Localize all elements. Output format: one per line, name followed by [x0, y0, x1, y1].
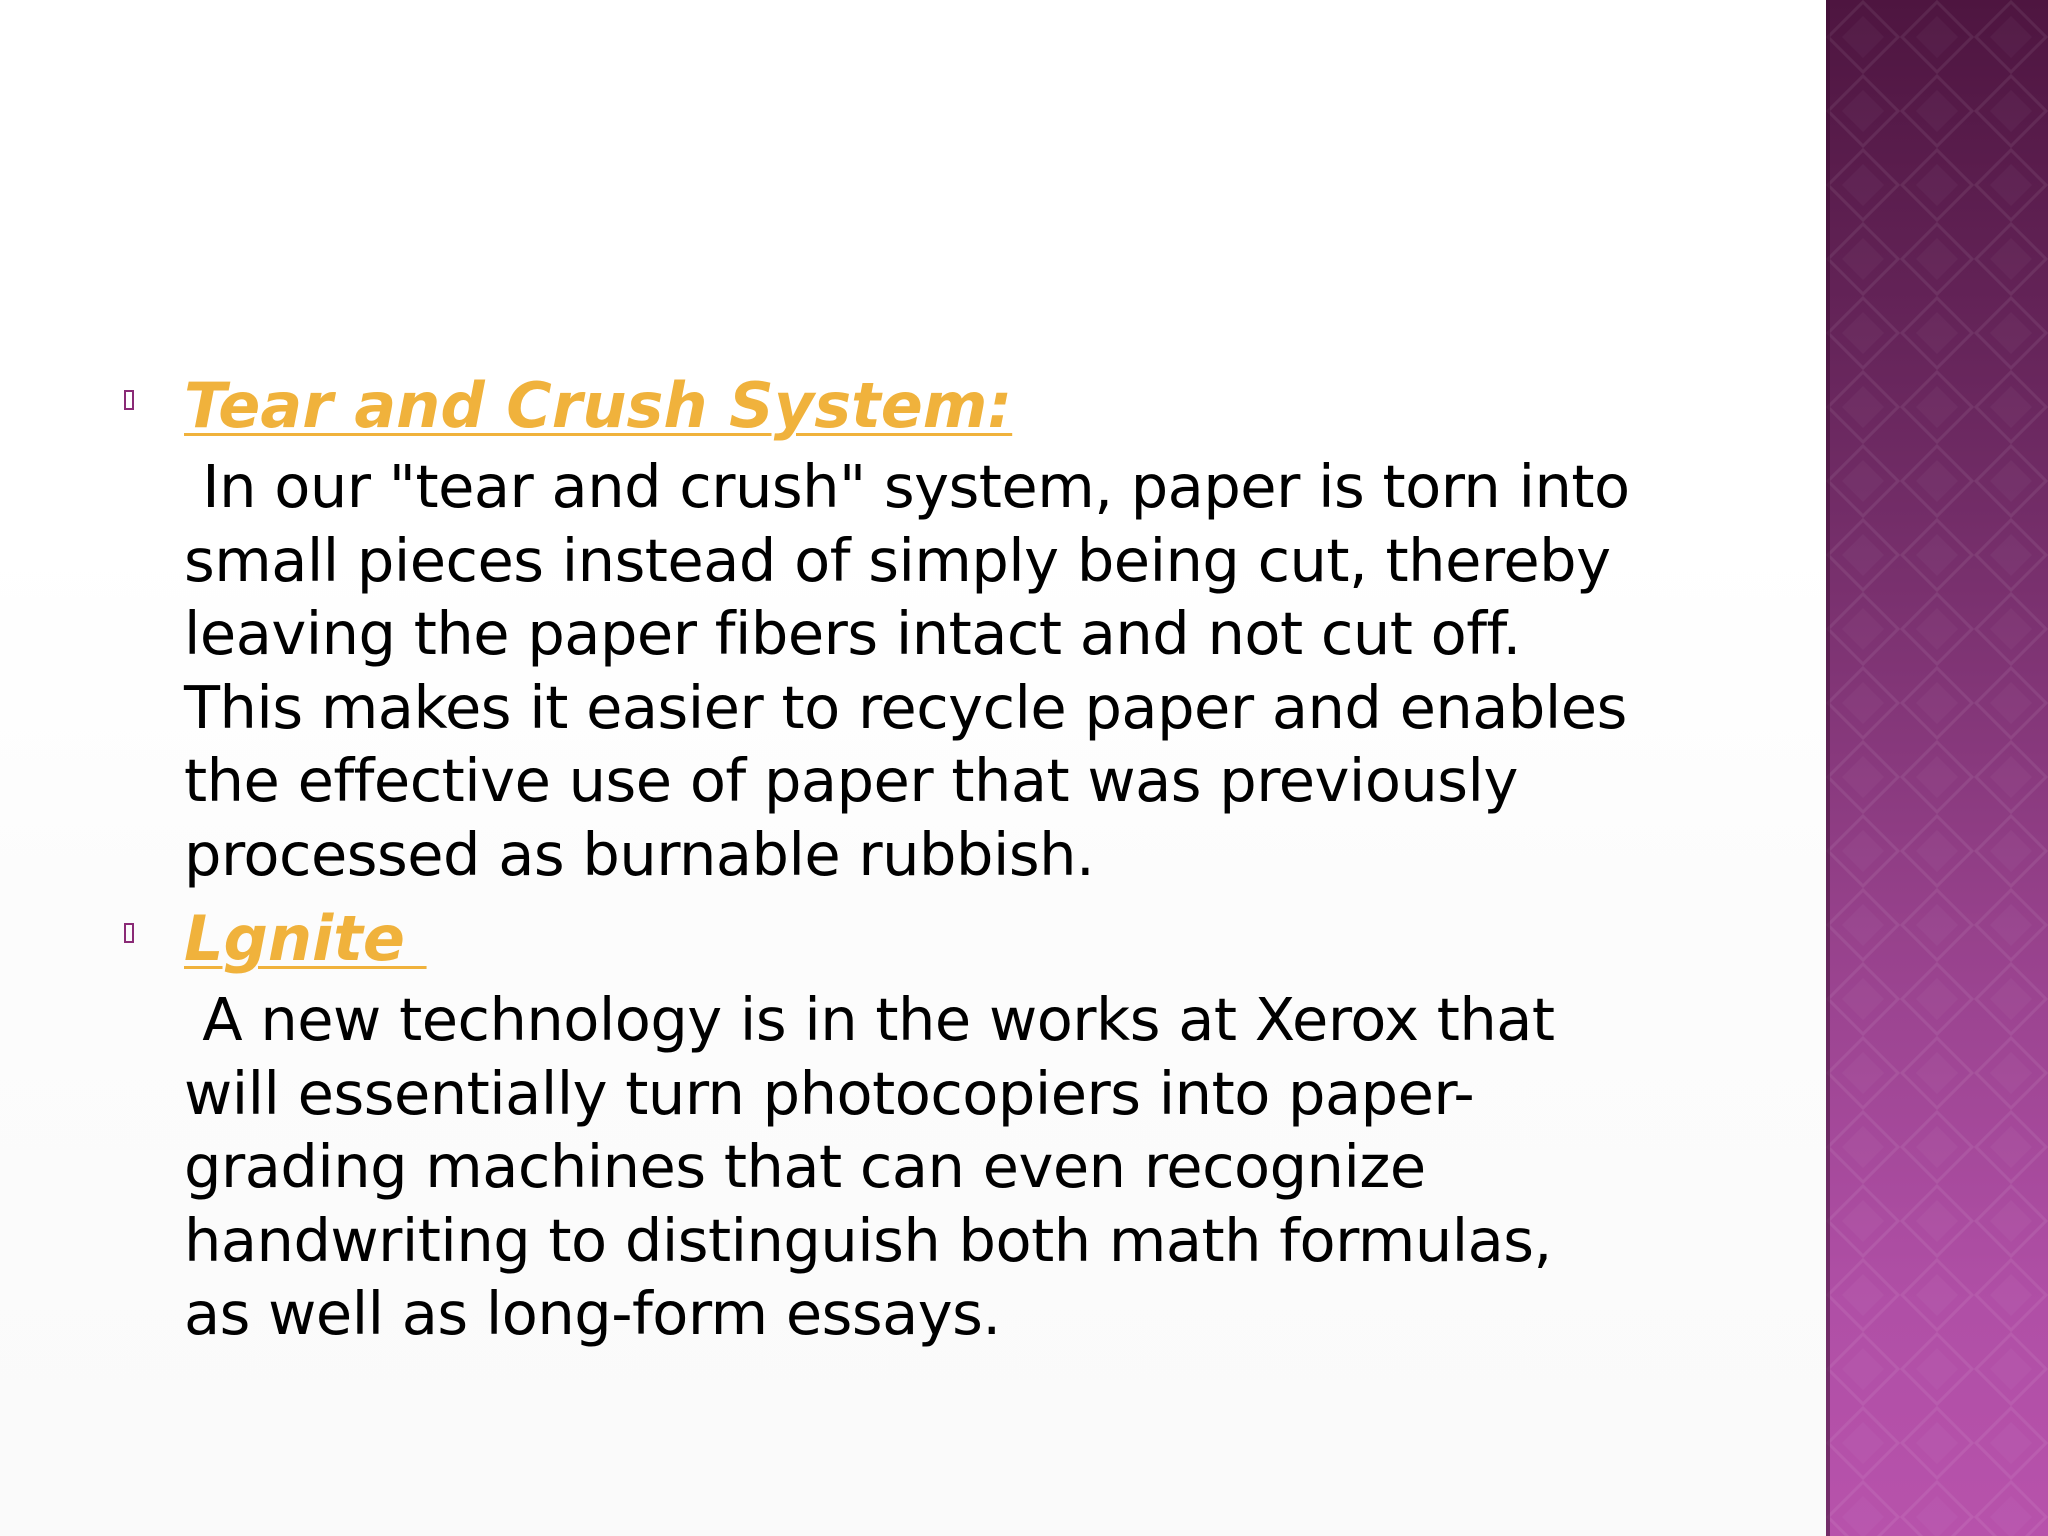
paragraph-line: leaving the paper fibers intact and not cut off. [184, 599, 1521, 668]
paragraph-line: the effective use of paper that was previously [184, 746, 1518, 815]
list-item [110, 895, 1750, 1351]
list-item [110, 362, 1750, 891]
paragraph-line: as well as long-form essays. [184, 1279, 1001, 1348]
paragraph-line: grading machines that can even recognize [184, 1132, 1426, 1201]
item-heading: Tear and Crush System: [184, 369, 1013, 442]
paragraph-line: This makes it easier to recycle paper and enables [184, 672, 1627, 742]
item-paragraph [184, 983, 1750, 1351]
item-heading: Lgnite [184, 902, 427, 975]
paragraph-line: will essentially turn photocopiers into paper- [184, 1058, 1475, 1128]
paragraph-line: handwriting to distinguish both math formulas, [184, 1205, 1552, 1275]
side-panel-edge [1826, 0, 1830, 1536]
paragraph-line: processed as burnable rubbish. [184, 819, 1095, 889]
paragraph-line: In our "tear and crush" system, paper is torn into [184, 452, 1630, 521]
square-bullet-icon [124, 923, 134, 943]
square-bullet-icon [124, 390, 134, 410]
diamond-pattern-icon [1826, 0, 2048, 1536]
slide-body [110, 362, 1750, 1351]
decorative-side-panel [1826, 0, 2048, 1536]
paragraph-line: small pieces instead of simply being cut, thereby [184, 525, 1611, 595]
paragraph-line: A new technology is in the works at Xerox that [184, 985, 1555, 1054]
item-paragraph [184, 450, 1750, 891]
